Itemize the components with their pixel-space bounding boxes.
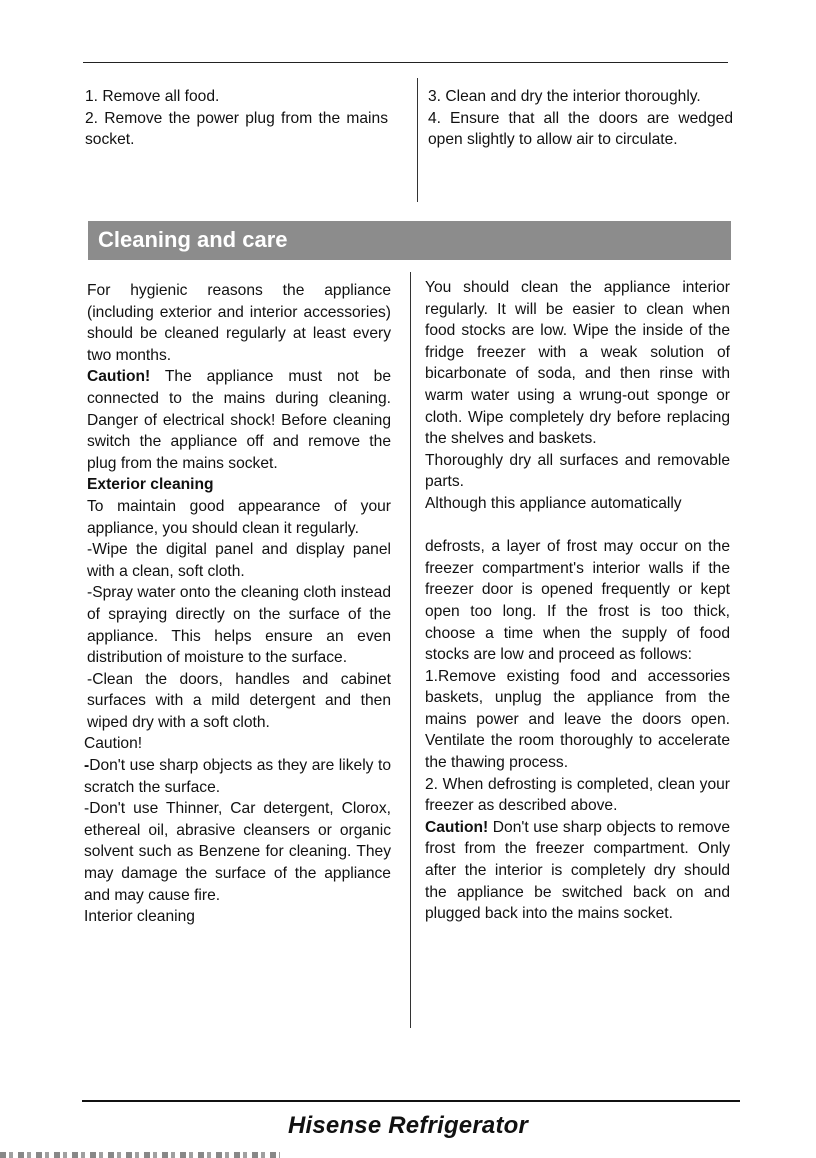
- caution-label-2: Caution!: [84, 735, 143, 753]
- bullet: -Clean the doors, handles and cabinet surfaces with a mild detergent and then wiped dry with a soft cloth.: [87, 670, 391, 731]
- steps-left: [85, 86, 388, 151]
- right-column: [425, 277, 730, 925]
- bullet: -Don't use Thinner, Car detergent, Clorox, ethereal oil, abrasive cleansers or organic solvent such as Benzene for cleaning. They may damage the surface of the appliance and may cause fire.: [84, 800, 391, 904]
- footer-rule: [82, 1100, 740, 1102]
- steps-right: [428, 86, 733, 151]
- caution-label: Caution!: [425, 818, 489, 836]
- bullet: -Wipe the digital panel and display panel with a clean, soft cloth.: [87, 541, 391, 580]
- column-divider-top: [417, 78, 418, 202]
- step-4: 4. Ensure that all the doors are wedged open slightly to allow air to circulate.: [428, 109, 733, 149]
- paragraph: To maintain good appearance of your appliance, you should clean it regularly.: [87, 497, 391, 537]
- bullet: -Spray water onto the cleaning cloth instead of spraying directly on the surface of the appliance. This helps ensure an even distribution of moisture to the surface.: [87, 584, 391, 667]
- step-1: 1. Remove all food.: [85, 88, 220, 105]
- blank-line: [425, 515, 730, 537]
- caution-paragraph: [87, 366, 391, 474]
- step-3: 3. Clean and dry the interior thoroughly.: [428, 88, 701, 105]
- interior-heading: Interior cleaning: [84, 908, 195, 926]
- paragraph: Although this appliance automatically: [425, 494, 682, 512]
- caution-paragraph: [425, 817, 730, 925]
- caution-label: Caution!: [87, 368, 151, 386]
- caution-text: The appliance must not be connected to the mains during cleaning. Danger of electrical shock! Before cleaning switch the appliance off and remove the plug from the mains socket.: [87, 368, 391, 472]
- exterior-heading: Exterior cleaning: [87, 476, 214, 494]
- paragraph: Thoroughly dry all surfaces and removable parts.: [425, 451, 730, 491]
- bullet: -Don't use sharp objects as they are likely to scratch the surface.: [84, 757, 391, 796]
- paragraph: For hygienic reasons the appliance (including exterior and interior accessories) should be cleaned regularly at least every two months.: [87, 282, 391, 364]
- step-2: 2. Remove the power plug from the mains socket.: [85, 109, 388, 149]
- brand-footer: Hisense Refrigerator: [287, 1112, 529, 1139]
- step: 1.Remove existing food and accessories baskets, unplug the appliance from the mains power and leave the doors open. Ventilate the room thoroughly to accelerate the thawing process.: [425, 667, 730, 772]
- column-divider-main: [410, 272, 411, 1028]
- left-column: [84, 280, 391, 928]
- scan-artifact: [0, 1152, 280, 1158]
- step: 2. When defrosting is completed, clean your freezer as described above.: [425, 775, 730, 815]
- section-banner: Cleaning and care: [88, 221, 731, 260]
- paragraph: You should clean the appliance interior regularly. It will be easier to clean when food stocks are low. Wipe the inside of the fridge freezer with a weak solution of bicarbonate of soda, and then rinse with warm water using a wrung-out sponge or cloth. Wipe completely dry before replacing the shelves and baskets.: [425, 279, 730, 448]
- paragraph: defrosts, a layer of frost may occur on the freezer compartment's interior walls if the freezer door is opened frequently or kept open too long. If the frost is too thick, choose a time when the supply of food stocks are low and proceed as follows:: [425, 538, 730, 664]
- caution-text: Don't use sharp objects to remove frost from the freezer compartment. Only after the interior is completely dry should the appliance be switched back on and plugged back into the mains socket.: [425, 818, 730, 923]
- header-rule: [83, 62, 728, 63]
